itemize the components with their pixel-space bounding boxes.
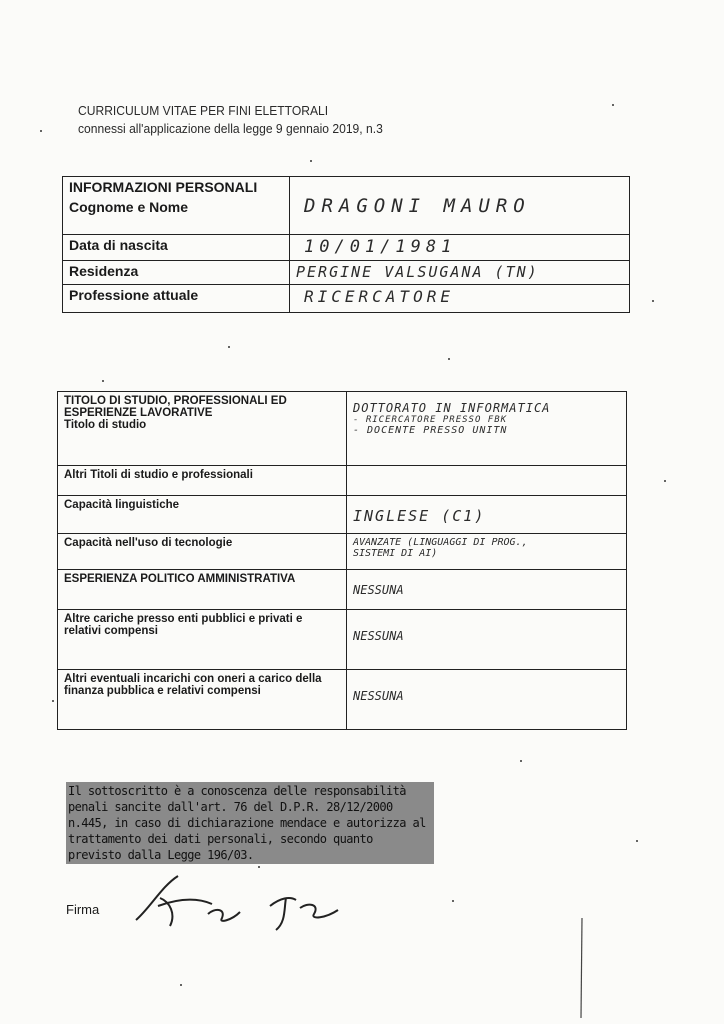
other-assign-label: Altri eventuali incarichi con oneri a carico della finanza pubblica e relativi compensi xyxy=(58,670,347,730)
header-title: CURRICULUM VITAE PER FINI ELETTORALI xyxy=(78,103,329,118)
speck xyxy=(258,866,260,868)
speck xyxy=(310,160,312,162)
tech-label: Capacità nell'uso di tecnologie xyxy=(58,534,347,570)
speck xyxy=(102,380,104,382)
title-value-line-3: - DOCENTE PRESSO UNITN xyxy=(353,425,508,436)
name-label: Cognome e Nome xyxy=(69,199,189,215)
languages-value: INGLESE (C1) xyxy=(353,507,486,525)
speck xyxy=(636,840,638,842)
title-value-line-2: - RICERCATORE PRESSO FBK xyxy=(353,415,508,425)
header-subtitle: connessi all'applicazione della legge 9 gennaio 2019, n.3 xyxy=(78,121,383,136)
residence-value: PERGINE VALSUGANA (TN) xyxy=(296,263,539,281)
tech-value-line-2: SISTEMI DI AI) xyxy=(353,548,438,559)
signature-label: Firma xyxy=(66,902,100,917)
residence-value-cell xyxy=(290,261,630,285)
title-label: Titolo di studio xyxy=(64,419,147,431)
birth-value: 10/01/1981 xyxy=(304,237,457,257)
political-label: ESPERIENZA POLITICO AMMINISTRATIVA xyxy=(58,570,347,610)
speck xyxy=(180,984,182,986)
tech-value-line-1: AVANZATE (LINGUAGGI DI PROG., xyxy=(353,537,528,548)
birth-value-cell xyxy=(290,235,630,261)
personal-heading-cell xyxy=(63,177,290,235)
residence-label: Residenza xyxy=(63,261,290,285)
personal-heading: INFORMAZIONI PERSONALI xyxy=(69,179,258,195)
speck xyxy=(452,900,454,902)
education-heading: TITOLO DI STUDIO, PROFESSIONALI ED ESPERIENZE LAVORATIVE xyxy=(64,395,287,419)
other-titles-label: Altri Titoli di studio e professionali xyxy=(58,466,347,496)
speck xyxy=(612,104,614,106)
languages-label: Capacità linguistiche xyxy=(58,496,347,534)
speck xyxy=(228,346,230,348)
speck xyxy=(448,358,450,360)
speck xyxy=(40,130,42,132)
other-titles-value xyxy=(347,466,627,496)
profession-label: Professione attuale xyxy=(63,285,290,313)
birth-label: Data di nascita xyxy=(63,235,290,261)
document-header xyxy=(78,102,383,138)
legal-declaration: Il sottoscritto è a conoscenza delle responsabilità penali sancite dall'art. 76 del D.P.R. 28/12/2000 n.445, in caso di dichiarazione mendace e autorizza al trattamento dei dati personali, secondo quanto previsto dalla Legge 196/03. xyxy=(66,782,434,864)
profession-value-cell xyxy=(290,285,630,313)
political-value: NESSUNA xyxy=(353,583,404,597)
languages-value-cell xyxy=(347,496,627,534)
other-assign-value: NESSUNA xyxy=(353,689,404,703)
other-assign-value-cell xyxy=(347,670,627,730)
other-roles-label: Altre cariche presso enti pubblici e privati e relativi compensi xyxy=(58,610,347,670)
education-table xyxy=(57,391,627,730)
personal-info-table xyxy=(62,176,630,313)
speck xyxy=(652,300,654,302)
name-value-cell xyxy=(290,177,630,235)
title-value-line-1: DOTTORATO IN INFORMATICA xyxy=(353,401,551,415)
speck xyxy=(520,760,522,762)
profession-value: RICERCATORE xyxy=(304,287,454,306)
speck xyxy=(52,700,54,702)
name-value: DRAGONI MAURO xyxy=(304,195,531,217)
speck xyxy=(664,480,666,482)
margin-stroke xyxy=(572,918,592,1018)
other-roles-value: NESSUNA xyxy=(353,629,404,643)
education-heading-cell xyxy=(58,392,347,466)
political-value-cell xyxy=(347,570,627,610)
signature-image xyxy=(100,868,380,938)
other-roles-value-cell xyxy=(347,610,627,670)
tech-value-cell xyxy=(347,534,627,570)
title-value-cell xyxy=(347,392,627,466)
